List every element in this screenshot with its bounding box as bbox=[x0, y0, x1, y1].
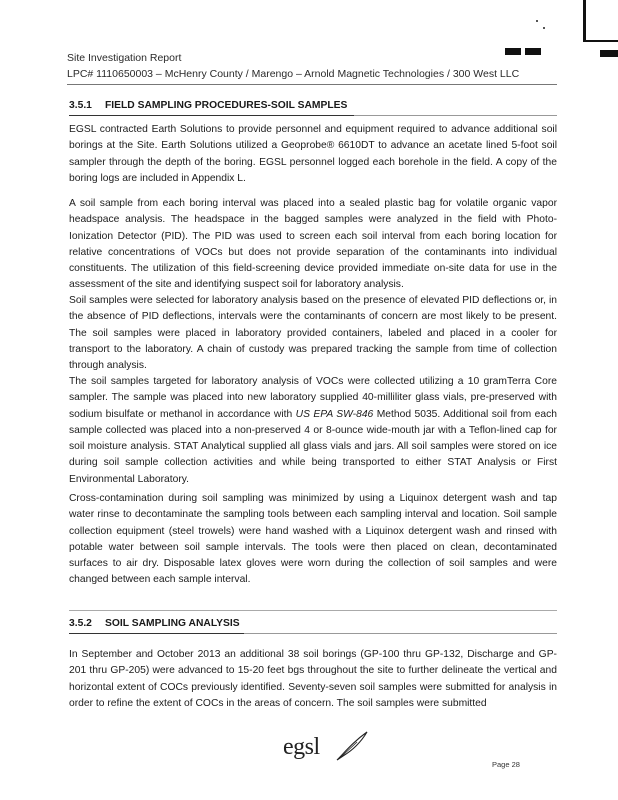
header-rule bbox=[67, 84, 557, 85]
scan-mark-block-right bbox=[600, 50, 618, 57]
section-number: 3.5.2 bbox=[69, 618, 92, 629]
quill-icon bbox=[335, 730, 369, 764]
header-project-line: LPC# 1110650003 – McHenry County / Marengo – Arnold Magnetic Technologies / 300 West LLC bbox=[67, 68, 520, 80]
scan-speck-1 bbox=[536, 20, 538, 22]
section-rule-extension bbox=[244, 633, 557, 634]
paragraph-text: Method 5035. Additional soil from each sample collected was placed into a non-preserved 4 or 8-ounce wide-mouth jar with a Teflon-lined cap for soil moisture analysis. STAT Analytical supplied all glass vials and jars. All soil samples were stored on ice during soil sample collection activities and while being transported to either STAT Analysis or First Environmental Laboratory. bbox=[69, 408, 557, 485]
section-number: 3.5.1 bbox=[69, 100, 92, 111]
section-top-rule bbox=[69, 610, 557, 611]
method-reference: US EPA SW-846 bbox=[295, 408, 374, 420]
paragraph: A soil sample from each boring interval was placed into a sealed plastic bag for volatile organic vapor headspace analysis. The headspace in the bagged samples were analyzed in the field with Photo-Ionization Detector (PID). The PID was used to screen each soil interval from each boring location for relative concentrations of VOCs but does not provide separation of the contaminants into individual constituents. The utilization of this field-screening device provided immediate on-site data for use in the assessment of the site and identifying suspect soil for laboratory analysis. bbox=[69, 198, 557, 291]
section-rule bbox=[69, 115, 354, 116]
section-title: FIELD SAMPLING PROCEDURES-SOIL SAMPLES bbox=[105, 100, 348, 111]
paragraph-text: The soil samples targeted for laboratory analysis of VOCs were collected utilizing a 10 gramTerra Core sampler. The sample was placed into new laboratory supplied 40-milliliter glass vials, pre-preserved with sodium bisulfate or methanol in accordance with bbox=[69, 376, 557, 420]
egsl-logo bbox=[283, 730, 373, 770]
section-title: SOIL SAMPLING ANALYSIS bbox=[105, 618, 240, 629]
scan-mark-block-a bbox=[505, 48, 521, 55]
scan-mark-block-b bbox=[525, 48, 541, 55]
paragraph bbox=[69, 374, 557, 488]
scan-mark-bar bbox=[583, 40, 618, 42]
section-rule bbox=[69, 633, 244, 634]
paragraph: In September and October 2013 an additional 38 soil borings (GP-100 thru GP-132, Discharge and GP-201 thru GP-205) were advanced to 15-20 feet bgs throughout the site to further delineate the vertical and horizontal extent of COCs previously identified. Seventy-seven soil samples were submitted for analysis in order to refine the extent of COCs in the areas of concern. The soil samples were submitted bbox=[69, 649, 557, 709]
logo-wordmark: egsl bbox=[283, 734, 320, 760]
page-number: Page 28 bbox=[492, 760, 520, 769]
scan-speck-2 bbox=[543, 27, 545, 29]
section-heading-3-5-2 bbox=[69, 618, 557, 629]
header-report-title: Site Investigation Report bbox=[67, 52, 182, 64]
scan-mark-top bbox=[583, 0, 586, 40]
paragraph: EGSL contracted Earth Solutions to provide personnel and equipment required to advance additional soil borings at the Site. Earth Solutions utilized a Geoprobe® 6610DT to advance an acetate lined 5-foot soil sampler through the depth of the boring. EGSL personnel logged each borehole in the field. A copy of the boring logs are included in Appendix L. bbox=[69, 124, 557, 184]
paragraph: Soil samples were selected for laboratory analysis based on the presence of elevated PID deflections or, in the absence of PID deflections, intervals were the contaminants of concern are most likely to be present. The soil samples were placed in laboratory provided containers, labeled and placed in a cooler for transport to the laboratory. A chain of custody was prepared tracking the sample from time of collection through analysis. bbox=[69, 295, 557, 372]
paragraph: Cross-contamination during soil sampling was minimized by using a Liquinox detergent wash and tap water rinse to decontaminate the sampling tools between each sampling interval and location. Soil sample collection equipment (steel trowels) were hand washed with a Liquinox detergent wash and rinsed with potable water between soil sample intervals. The tools were then placed on clean, decontaminated surfaces to air dry. Disposable latex gloves were worn during the collection of soil samples and were changed between each sample interval. bbox=[69, 493, 557, 586]
section-heading-3-5-1 bbox=[69, 100, 557, 111]
section-rule-extension bbox=[354, 115, 557, 116]
